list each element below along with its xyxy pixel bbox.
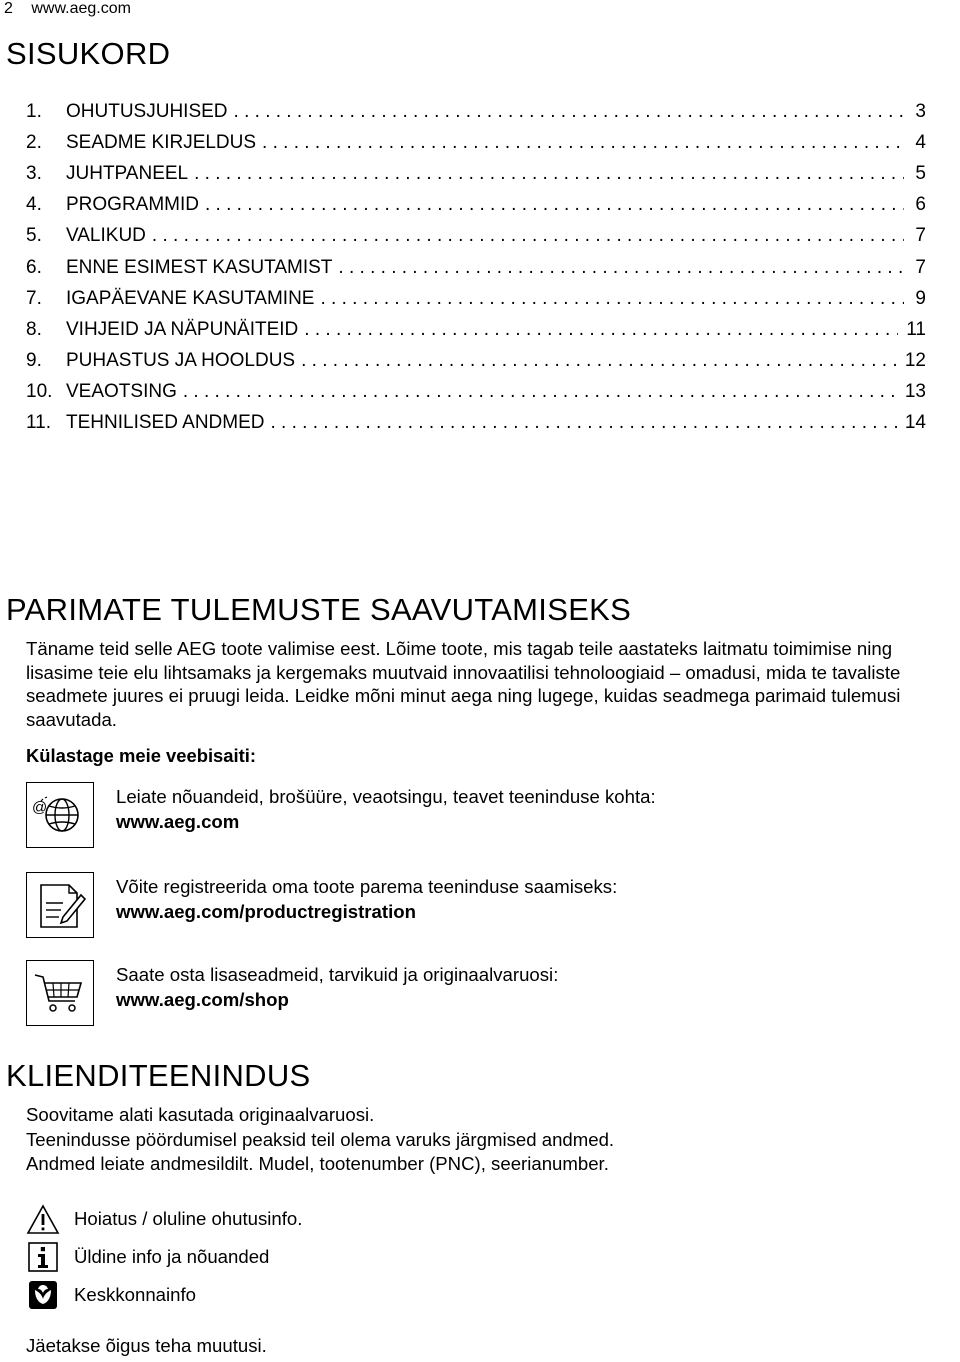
- legend-info-text: Üldine info ja nõuanded: [74, 1246, 270, 1267]
- toc-item[interactable]: [26, 96, 960, 127]
- globe-at-icon: [26, 782, 94, 848]
- toc-item-page: 11: [906, 318, 926, 340]
- toc-leader-dots: [183, 381, 897, 403]
- toc-item-label: OHUTUSJUHISED: [66, 100, 228, 122]
- intro-paragraph: Täname teid selle AEG toote valimise eest. Lõime toote, mis tagab teile aastateks laitmatu toimimise ning lisasime teie elu lihtsamaks ja kergemaks muutvaid innovaatilisi tehnoloogiaid – omadusi, mida te tavaliste seadmete juures ei pruugi leida. Leidke mõni minut aega ning lugege, kuidas seadmega parimaid tulemusi saavutada.: [26, 638, 901, 730]
- toc-item-number: 5.: [26, 225, 42, 247]
- warning-icon: [26, 1204, 60, 1241]
- shopping-cart-icon: [26, 960, 94, 1026]
- legend-warning-text: Hoiatus / oluline ohutusinfo.: [74, 1208, 303, 1229]
- page-header: [4, 0, 131, 18]
- site-link-aeg[interactable]: www.aeg.com: [116, 811, 240, 832]
- registration-pen-icon: [26, 872, 94, 938]
- toc-item-number: 10.: [26, 381, 53, 403]
- footer-note: Jäetakse õigus teha muutusi.: [26, 1335, 267, 1356]
- toc-title: SISUKORD: [6, 36, 171, 71]
- toc-item[interactable]: [26, 190, 960, 221]
- toc-item-page: 3: [915, 100, 926, 122]
- legend-environment-text: Keskkonnainfo: [74, 1284, 196, 1305]
- toc-item-label: SEADME KIRJELDUS: [66, 131, 257, 153]
- toc-item[interactable]: [26, 158, 960, 189]
- toc-item[interactable]: [26, 377, 960, 408]
- toc-item-number: 2.: [26, 131, 42, 153]
- toc-leader-dots: [152, 225, 904, 247]
- toc-item[interactable]: [26, 252, 960, 283]
- toc-item[interactable]: [26, 346, 960, 377]
- toc-item-number: 1.: [26, 100, 42, 122]
- environment-icon: [26, 1280, 60, 1317]
- toc-item-number: 11.: [26, 412, 52, 434]
- site-link-registration[interactable]: www.aeg.com/productregistration: [116, 901, 416, 922]
- customer-service-title: KLIENDITEENINDUS: [6, 1058, 311, 1093]
- toc-item-label: VIHJEID JA NÄPUNÄITEID: [66, 318, 299, 340]
- site-text-shop: Saate osta lisaseadmeid, tarvikuid ja originaalvaruosi:: [116, 964, 559, 985]
- toc-item[interactable]: [26, 221, 960, 252]
- toc-item-number: 7.: [26, 287, 42, 309]
- toc-item-label: PROGRAMMID: [66, 194, 199, 216]
- toc-item-page: 13: [904, 381, 926, 403]
- toc-leader-dots: [270, 412, 896, 434]
- service-line: Andmed leiate andmesildilt. Mudel, tootenumber (PNC), seerianumber.: [26, 1153, 609, 1175]
- site-link-shop[interactable]: www.aeg.com/shop: [116, 989, 289, 1010]
- toc-leader-dots: [320, 288, 904, 310]
- toc-leader-dots: [338, 257, 904, 279]
- toc-leader-dots: [262, 132, 904, 154]
- toc-item-label: ENNE ESIMEST KASUTAMIST: [66, 256, 333, 278]
- toc-leader-dots: [205, 194, 904, 216]
- toc-item-label: VEAOTSING: [66, 381, 177, 403]
- toc-item-number: 9.: [26, 350, 42, 372]
- toc-item-page: 7: [915, 256, 926, 278]
- header-site: www.aeg.com: [31, 0, 131, 17]
- toc-item-page: 14: [904, 412, 926, 434]
- toc-leader-dots: [301, 350, 897, 372]
- toc-item-number: 6.: [26, 256, 42, 278]
- toc-item-page: 7: [915, 225, 926, 247]
- toc-item-label: IGAPÄEVANE KASUTAMINE: [66, 287, 315, 309]
- site-text-info: Leiate nõuandeid, brošüüre, veaotsingu, teavet teeninduse kohta:: [116, 786, 656, 807]
- toc-item-page: 6: [915, 194, 926, 216]
- toc-item[interactable]: [26, 127, 960, 158]
- toc-item[interactable]: [26, 408, 960, 439]
- toc-item-number: 8.: [26, 318, 42, 340]
- customer-service-text: [26, 1103, 614, 1177]
- toc-item-label: VALIKUD: [66, 225, 146, 247]
- table-of-contents: [26, 96, 960, 439]
- toc-item-page: 12: [904, 350, 926, 372]
- toc-item-page: 4: [915, 131, 926, 153]
- page-number: 2: [4, 0, 13, 17]
- toc-item[interactable]: [26, 283, 960, 314]
- toc-leader-dots: [194, 163, 904, 185]
- service-line: Soovitame alati kasutada originaalvaruosi.: [26, 1104, 375, 1125]
- toc-item-number: 4.: [26, 194, 42, 216]
- toc-item[interactable]: [26, 314, 960, 345]
- toc-item-label: PUHASTUS JA HOOLDUS: [66, 350, 296, 372]
- best-results-title: PARIMATE TULEMUSTE SAAVUTAMISEKS: [6, 592, 632, 627]
- toc-leader-dots: [234, 101, 904, 123]
- info-icon: [26, 1242, 60, 1279]
- toc-item-label: JUHTPANEEL: [66, 162, 189, 184]
- site-text-registration: Võite registreerida oma toote parema teeninduse saamiseks:: [116, 876, 618, 897]
- toc-item-page: 5: [915, 162, 926, 184]
- visit-heading: Külastage meie veebisaiti:: [26, 745, 256, 766]
- toc-item-page: 9: [915, 287, 926, 309]
- svg-text:@: @: [32, 799, 48, 816]
- toc-item-label: TEHNILISED ANDMED: [66, 412, 265, 434]
- toc-item-number: 3.: [26, 162, 42, 184]
- service-line: Teenindusse pöördumisel peaksid teil olema varuks järgmised andmed.: [26, 1128, 615, 1150]
- toc-leader-dots: [304, 319, 898, 341]
